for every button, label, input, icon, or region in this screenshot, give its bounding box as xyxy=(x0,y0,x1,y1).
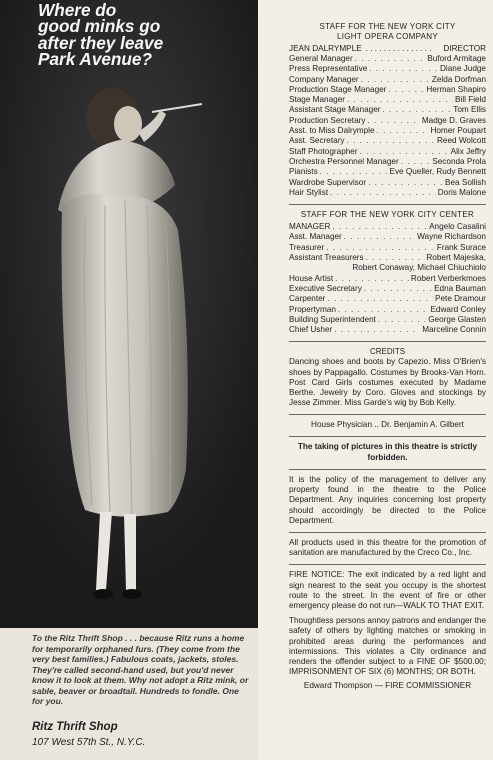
director-name: JEAN DALRYMPLE xyxy=(289,44,362,53)
director-role: DIRECTOR xyxy=(443,44,486,53)
leader-dots: . . . . . . . . . . . . . . . xyxy=(365,44,432,53)
credits-text: Dancing shoes and boots by Capezio. Miss O'Brien's shoes by Pappagallo. Costumes by Brooks-Van Horn. Post Card Girls costumes executed by Madame Berthe. Jewelry by Coro. Gloves and stockings by Jesse Zimmer. Miss Garde's wig by Bob Kelly. xyxy=(289,357,486,408)
lost-property-notice: It is the policy of the management to deliver any property found in the theatre to the Police Department. Any inquiries concerning lost property should accordingly be directed to the Police Department. xyxy=(289,475,486,525)
staff-row: Treasurer . . . Frank Surace xyxy=(289,243,486,253)
staff-row: Hair Stylist . . . Doris Malone xyxy=(289,188,486,198)
staff-row: Building Superintendent . . . George Glasten xyxy=(289,315,486,325)
staff-row: Company Manager . . . Zelda Dorfman xyxy=(289,75,486,85)
center-staff-list xyxy=(289,222,486,335)
shop-name: Ritz Thrift Shop xyxy=(32,721,118,733)
house-physician: House Physician .. Dr. Benjamin A. Gilbert xyxy=(311,420,464,430)
staff-row: Press Representative . . . Diane Judge xyxy=(289,64,486,74)
products-notice: All products used in this theatre for the promotion of sanitation are manufactured by the Creco Co., Inc. xyxy=(289,538,486,558)
staff-row: House Artist . . . Robert Verberkmoes xyxy=(289,274,486,284)
credits-title: CREDITS xyxy=(369,347,406,357)
opera-staff-list xyxy=(289,54,486,198)
director-row xyxy=(289,43,486,54)
divider xyxy=(289,469,486,470)
divider xyxy=(289,414,486,415)
staff-row: Asst. to Miss Dalrymple . . . Homer Poupart xyxy=(289,126,486,136)
staff-continuation: Robert Conaway, Michael Chiuchiolo xyxy=(352,263,486,273)
staff-row: Stage Manager . . . Bill Field xyxy=(289,95,486,105)
woman-in-fur-coat-illustration xyxy=(0,0,258,628)
divider xyxy=(289,341,486,342)
divider xyxy=(289,532,486,533)
staff-row: Propertyman . . . Edward Conley xyxy=(289,305,486,315)
staff-row: Carpenter . . . Pete Dramour xyxy=(289,294,486,304)
center-staff-title: STAFF FOR THE NEW YORK CITY CENTER xyxy=(300,210,475,220)
staff-row: Chief Usher . . . Marceline Connin xyxy=(289,325,486,335)
advertisement-photo xyxy=(0,0,258,628)
ad-body-copy: To the Ritz Thrift Shop . . . because Ritz runs a home for temporarily orphaned furs. (They come from the very best families.) Fabulous coats, jackets, stoles. They're called second-hand used, but you'd never know it to look at them. Why not adopt a Ritz mink, or sable, beaver or broadtail. Hundreds to fondle. One for you. xyxy=(32,633,249,706)
staff-row: MANAGER . . . Angelo Casalini xyxy=(289,222,486,232)
staff-row: Executive Secretary . . . Edna Bauman xyxy=(289,284,486,294)
divider xyxy=(289,436,486,437)
staff-row: Staff Photographer . . . Alix Jeffry xyxy=(289,147,486,157)
staff-row: Assistant Treasurers . . . Robert Majeska, xyxy=(289,253,486,263)
ad-headline: Where do good minks go after they leave Park Avenue? xyxy=(38,0,164,70)
fire-commissioner-signature: Edward Thompson — FIRE COMMISSIONER xyxy=(303,681,472,691)
staff-row: Production Secretary . . . Madge D. Graves xyxy=(289,116,486,126)
staff-row: Orchestra Personnel Manager . . . Seconda Prola xyxy=(289,157,486,167)
opera-staff-title-line1: STAFF FOR THE NEW YORK CITY xyxy=(319,22,456,31)
staff-row: Asst. Manager . . . Wayne Richardson xyxy=(289,232,486,242)
divider xyxy=(289,564,486,565)
staff-row: Wardrobe Supervisor . . . Bea Sollish xyxy=(289,178,486,188)
smoking-notice: Thoughtless persons annoy patrons and endanger the safety of others by lighting matches or smoking in prohibited areas during the performances and intermissions. This violates a City ordinance and renders the offender subject to a FINE OF $500.00; IMPRISONMENT OF SIX (6) MONTHS; OR BOTH. xyxy=(289,616,486,677)
fire-notice: FIRE NOTICE: The exit indicated by a red light and sign nearest to the seat you occupy is the shortest route to the street. In the event of fire or other emergency please do not run—WALK TO THAT EXIT. xyxy=(289,570,486,611)
staff-row: Production Stage Manager . . . Herman Shapiro xyxy=(289,85,486,95)
staff-row: Asst. Secretary . . . Reed Wolcott xyxy=(289,136,486,146)
staff-row: Pianists . . . Eve Queller, Rudy Bennett xyxy=(289,167,486,177)
staff-row: General Manager . . . Buford Armitage xyxy=(289,54,486,64)
shop-address: 107 West 57th St., N.Y.C. xyxy=(32,737,146,748)
opera-staff-title-line2: LIGHT OPERA COMPANY xyxy=(337,32,438,41)
staff-row: Assistant Stage Manager . . . Tom Ellis xyxy=(289,105,486,115)
divider xyxy=(289,204,486,205)
program-column xyxy=(289,22,486,690)
pictures-notice: The taking of pictures in this theatre is strictly forbidden. xyxy=(297,442,478,462)
